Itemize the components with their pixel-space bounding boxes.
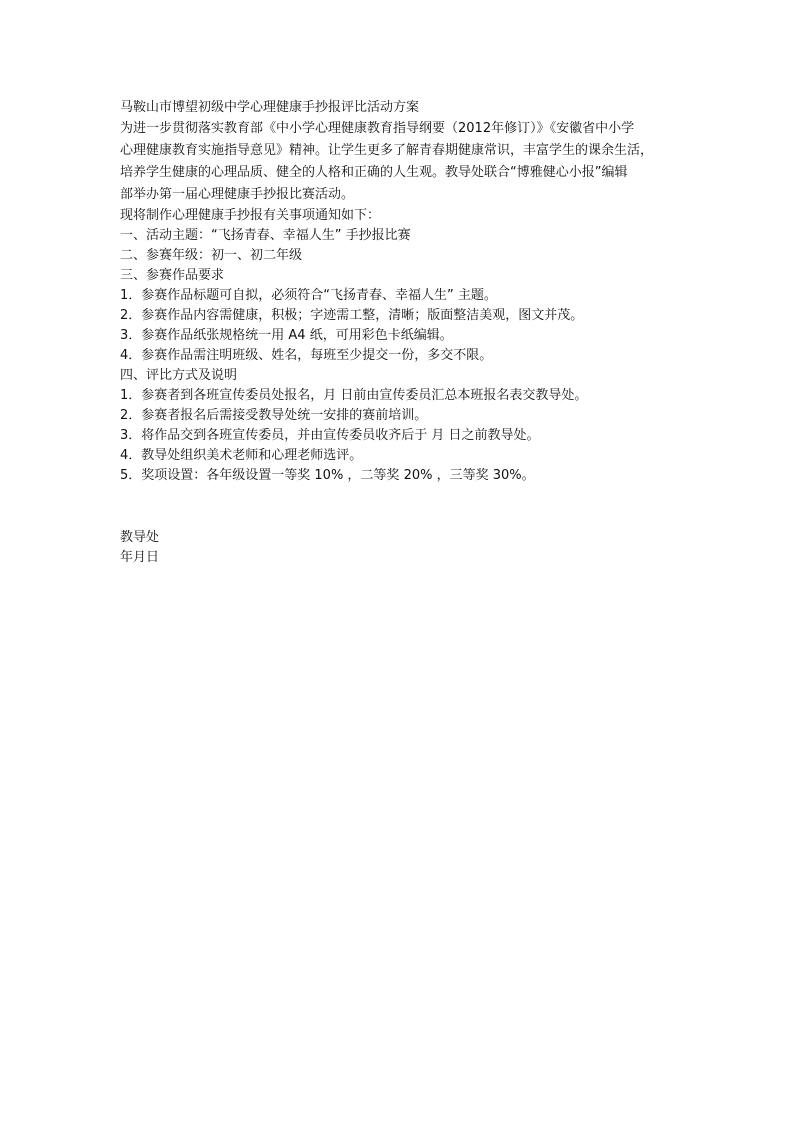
requirement-item: 4．参赛作品需注明班级、姓名，每班至少提交一份，多交不限。: [120, 348, 493, 363]
evaluation-item: 1．参赛者到各班宣传委员处报名，月 日前由宣传委员汇总本班报名表交教导处。: [120, 388, 588, 403]
intro-line: 部举办第一届心理健康手抄报比赛活动。: [120, 187, 355, 202]
section-theme: 一、活动主题：“飞扬青春、幸福人生” 手抄报比赛: [120, 228, 411, 243]
intro-line: 为进一步贯彻落实教育部《中小学心理健康教育指导纲要（2012年修订）》《安徽省中小学: [120, 121, 635, 136]
evaluation-item: 4．教导处组织美术老师和心理老师选评。: [120, 448, 363, 463]
requirement-item: 1．参赛作品标题可自拟，必须符合“飞扬青春、幸福人生” 主题。: [120, 288, 497, 303]
intro-line: 心理健康教育实施指导意见》精神。让学生更多了解青春期健康常识，丰富学生的课余生活，: [120, 143, 654, 158]
intro-line: 培养学生健康的心理品质、健全的人格和正确的人生观。教导处联合“博雅健心小报”编辑: [120, 165, 628, 180]
signature: 教导处: [120, 530, 160, 545]
section-evaluation-heading: 四、评比方式及说明: [120, 368, 238, 383]
requirement-item: 3．参赛作品纸张规格统一用 A4 纸，可用彩色卡纸编辑。: [120, 328, 453, 343]
blank-spacer: [120, 486, 680, 528]
evaluation-item: 5．奖项设置：各年级设置一等奖 10% ，二等奖 20% ，三等奖 30%。: [120, 468, 535, 483]
date-line: 年月日: [120, 550, 160, 565]
section-requirements-heading: 三、参赛作品要求: [120, 268, 225, 283]
notice-line: 现将制作心理健康手抄报有关事项通知如下：: [120, 208, 381, 223]
document-title: 马鞍山市博望初级中学心理健康手抄报评比活动方案: [120, 100, 420, 115]
requirement-item: 2．参赛作品内容需健康，积极；字迹需工整，清晰；版面整洁美观，图文并茂。: [120, 308, 584, 323]
evaluation-item: 3．将作品交到各班宣传委员，并由宣传委员收齐后于 月 日之前教导处。: [120, 428, 540, 443]
evaluation-item: 2．参赛者报名后需接受教导处统一安排的赛前培训。: [120, 408, 428, 423]
section-grades: 二、参赛年级：初一、初二年级: [120, 248, 303, 263]
document-page: [120, 98, 680, 568]
